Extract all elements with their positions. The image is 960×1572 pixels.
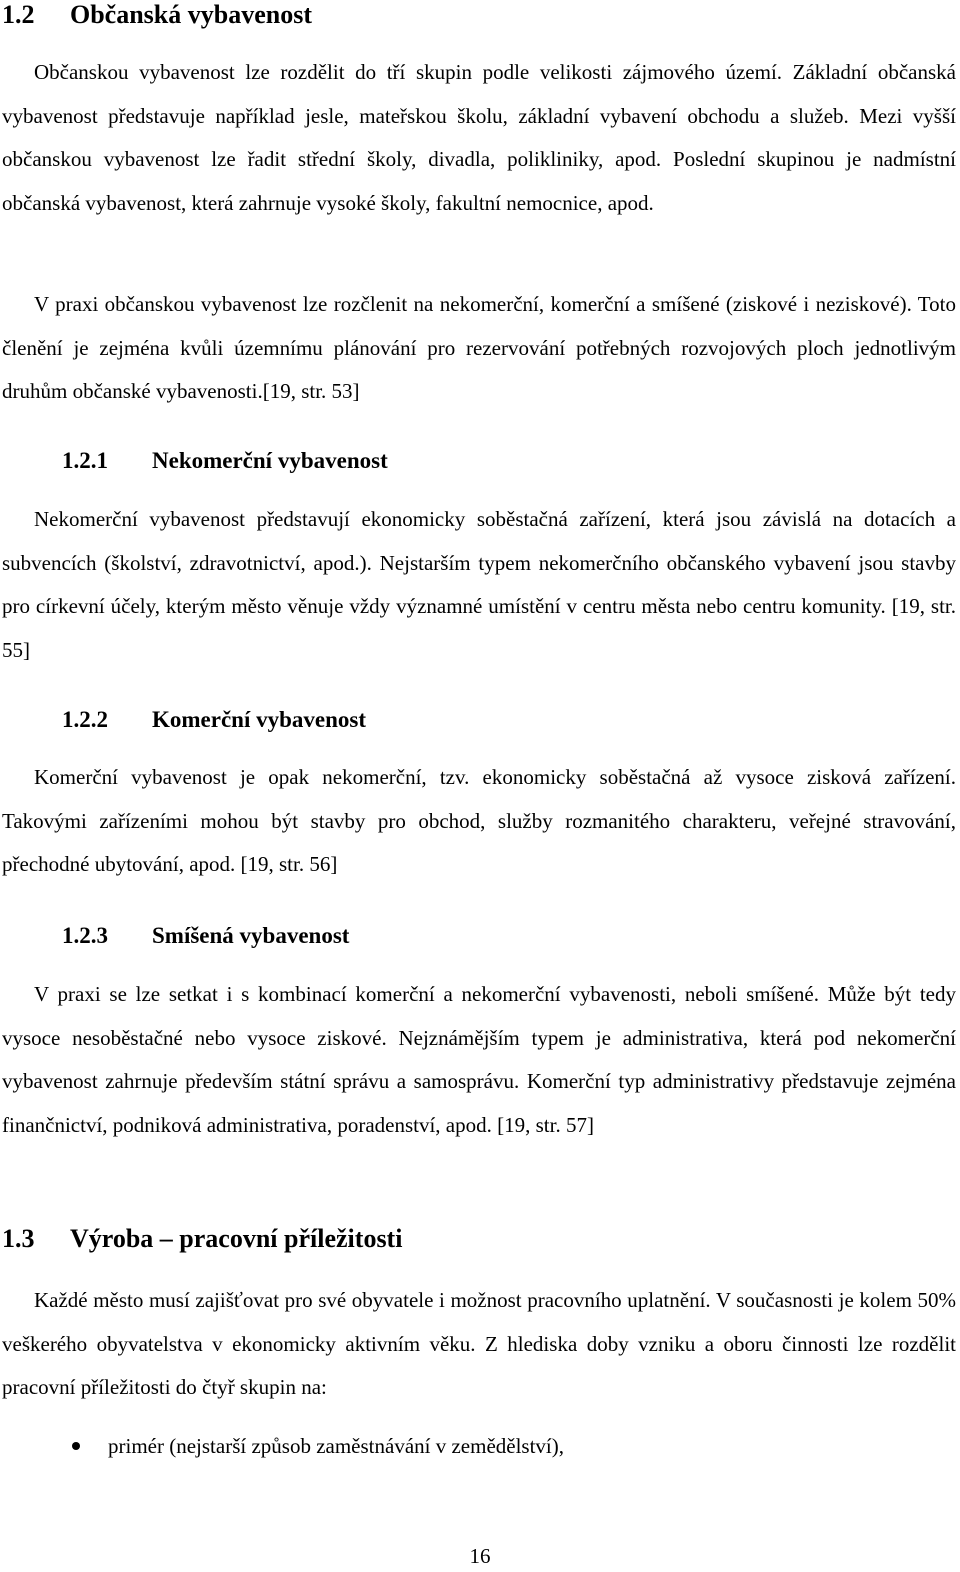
heading-number: 1.2.1: [62, 448, 108, 473]
heading-number: 1.2: [2, 0, 35, 29]
heading-1-2-2: [62, 706, 366, 734]
list-item-text: primér (nejstarší způsob zaměstnávání v zemědělství),: [108, 1434, 565, 1458]
paragraph: V praxi občanskou vybavenost lze rozčlenit na nekomerční, komerční a smíšené (ziskové i neziskové). Toto členění je zejména kvůli územnímu plánování pro rezervování potřebných rozvojových ploch jednotlivým druhům občanské vybavenosti.[19, str. 53]: [2, 292, 956, 403]
heading-1-2-1: [62, 447, 388, 475]
heading-number: 1.2.2: [62, 707, 108, 732]
heading-title: Výroba – pracovní příležitosti: [70, 1224, 403, 1253]
heading-1-3: [0, 1224, 402, 1254]
bullet-icon: [72, 1442, 80, 1450]
heading-number: 1.2.3: [62, 923, 108, 948]
paragraph: Nekomerční vybavenost představují ekonomicky soběstačná zařízení, která jsou závislá na dotacích a subvencích (školství, zdravotnictví, apod.). Nejstarším typem nekomerčního občanského vybavení jsou stavby pro církevní účely, kterým město věnuje vždy významné umístění v centru města nebo centru komunity. [19, str. 55]: [2, 507, 956, 662]
heading-title: Smíšená vybavenost: [152, 923, 350, 948]
heading-1-2-3: [62, 922, 349, 950]
heading-title: Občanská vybavenost: [70, 0, 312, 29]
paragraph: V praxi se lze setkat i s kombinací komerční a nekomerční vybavenosti, neboli smíšené. Může být tedy vysoce nesoběstačné nebo vysoce ziskové. Nejznámějším typem je administrativa, která pod nekomerční vybavenost zahrnuje především státní správu a samosprávu. Komerční typ administrativy představuje zejména finančnictví, podniková administrativa, poradenství, apod. [19, str. 57]: [2, 982, 956, 1137]
paragraph: Komerční vybavenost je opak nekomerční, tzv. ekonomicky soběstačná až vysoce zisková zařízení. Takovými zařízeními mohou být stavby pro obchod, služby rozmanitého charakteru, veřejné stravování, přechodné ubytování, apod. [19, str. 56]: [2, 765, 956, 876]
heading-number: 1.3: [2, 1224, 35, 1253]
heading-title: Komerční vybavenost: [152, 707, 367, 732]
paragraph: Každé město musí zajišťovat pro své obyvatele i možnost pracovního uplatnění. V současnosti je kolem 50% veškerého obyvatelstva v ekonomicky aktivním věku. Z hlediska doby vzniku a oboru činnosti lze rozdělit pracovní příležitosti do čtyř skupin na:: [2, 1288, 956, 1399]
list-item: [72, 1432, 564, 1460]
page-number: 16: [469, 1544, 491, 1568]
heading-title: Nekomerční vybavenost: [152, 448, 388, 473]
heading-1-2: [0, 0, 312, 30]
paragraph: Občanskou vybavenost lze rozdělit do tří skupin podle velikosti zájmového území. Základní občanská vybavenost představuje například jesle, mateřskou školu, základní vybavení obchodu a služeb. Mezi vyšší občanskou vybavenost lze řadit střední školy, divadla, polikliniky, apod. Poslední skupinou je nadmístní občanská vybavenost, která zahrnuje vysoké školy, fakultní nemocnice, apod.: [2, 60, 956, 215]
